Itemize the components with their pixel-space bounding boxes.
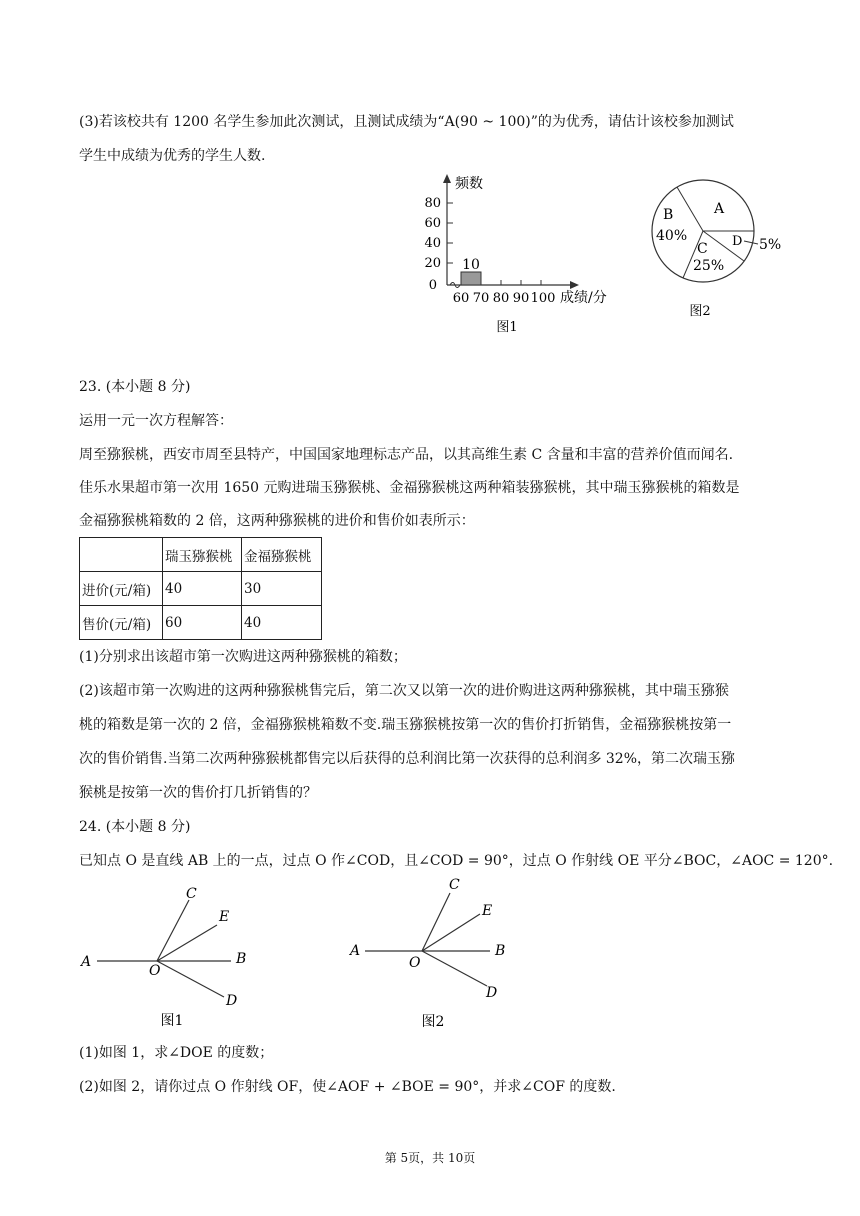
y-axis-label: 频数 (455, 176, 483, 192)
x-tick-70: 70 (472, 291, 490, 306)
q23-subquestion-2-line2: 桃的箱数是第一次的 2 倍，金福猕猴桃箱数不变.瑞玉猕猴桃按第一次的售价打折销售，金福猕猴桃按第一 (79, 717, 732, 733)
point-e-label: E (482, 903, 493, 919)
point-b-label: B (495, 943, 506, 959)
table-header-cell (80, 538, 163, 572)
point-d-label: D (486, 985, 498, 1001)
point-d-label: D (226, 993, 238, 1009)
geometry-figure-2 (340, 870, 530, 1035)
point-c-label: C (449, 877, 460, 893)
q23-paragraph-2: 佳乐水果超市第一次用 1650 元购进瑞玉猕猴桃、金福猕猴桃这两种箱装猕猴桃，其中瑞玉猕猴桃的箱数是 (79, 480, 740, 496)
fig2-pie-chart (635, 168, 795, 328)
y-tick-80: 80 (424, 196, 441, 211)
x-tick-80: 80 (492, 291, 510, 306)
x-tick-60: 60 (452, 291, 470, 306)
table-row (80, 606, 322, 640)
point-a-label: A (81, 954, 92, 970)
geometry-fig2-caption: 图2 (421, 1014, 445, 1030)
histogram-bar-60-70 (461, 272, 481, 285)
point-c-label: C (186, 886, 197, 902)
q23-header: 23. (本小题 8 分) (79, 379, 191, 395)
q22-part3-line2: 学生中成绩为优秀的学生人数. (79, 148, 266, 164)
q23-subquestion-2-line3: 次的售价销售.当第二次两种猕猴桃都售完以后获得的总利润比第一次获得的总利润多 32%，第二次瑞玉猕 (79, 751, 736, 767)
table-header-cell: 瑞玉猕猴桃 (163, 538, 242, 572)
q24-subquestion-1: (1)如图 1，求∠DOE 的度数； (79, 1045, 274, 1061)
table-row (80, 572, 322, 606)
q23-paragraph-1: 周至猕猴桃，西安市周至县特产，中国国家地理标志产品，以其高维生素 C 含量和丰富的营养价值而闻名. (79, 447, 734, 463)
y-tick-40: 40 (424, 236, 441, 251)
q23-subquestion-2-line4: 猴桃是按第一次的售价打几折销售的？ (79, 785, 317, 801)
pie-label-b: B (663, 207, 674, 223)
q24-stem: 已知点 O 是直线 AB 上的一点，过点 O 作∠COD，且∠COD = 90°，过点 O 作射线 OE 平分∠BOC，∠AOC = 120°. (79, 853, 834, 869)
bar-value-label: 10 (462, 257, 480, 273)
q23-intro: 运用一元一次方程解答： (79, 413, 233, 429)
geometry-figure-1 (70, 875, 280, 1035)
page-footer: 第 5页，共 10页 (384, 1151, 476, 1165)
pie-label-d: D (732, 234, 743, 249)
geometry-fig1-caption: 图1 (160, 1013, 184, 1029)
q23-paragraph-3: 金福猕猴桃箱数的 2 倍，这两种猕猴桃的进价和售价如表所示： (79, 513, 475, 529)
point-b-label: B (236, 951, 247, 967)
fig1-caption: 图1 (496, 320, 518, 335)
price-table (79, 537, 322, 640)
point-e-label: E (219, 909, 230, 925)
pie-label-a: A (714, 201, 725, 217)
x-tick-90: 90 (512, 291, 530, 306)
table-header-row (80, 538, 322, 572)
table-cell: 售价(元/箱) (80, 606, 163, 640)
pie-label-c-pct: 25% (693, 258, 725, 274)
table-cell: 40 (242, 606, 322, 640)
q24-header: 24. (本小题 8 分) (79, 819, 191, 835)
table-cell: 40 (163, 572, 242, 606)
x-axis-label: 成绩/分 (560, 290, 607, 306)
q23-subquestion-2-line1: (2)该超市第一次购进的这两种猕猴桃售完后，第二次又以第一次的进价购进这两种猕猴桃，其中瑞玉猕猴 (79, 683, 729, 699)
pie-label-b-pct: 40% (656, 228, 688, 244)
point-o-label: O (409, 955, 421, 971)
fig2-caption: 图2 (689, 304, 711, 319)
y-tick-60: 60 (424, 216, 441, 231)
table-cell: 进价(元/箱) (80, 572, 163, 606)
pie-label-d-pct: 5% (759, 237, 782, 253)
point-o-label: O (149, 963, 161, 979)
q23-subquestion-1: (1)分别求出该超市第一次购进这两种猕猴桃的箱数； (79, 649, 407, 665)
table-cell: 30 (242, 572, 322, 606)
fig1-histogram (420, 168, 630, 340)
y-tick-20: 20 (424, 256, 441, 271)
table-cell: 60 (163, 606, 242, 640)
q24-subquestion-2: (2)如图 2，请你过点 O 作射线 OF，使∠AOF + ∠BOE = 90°，并求∠COF 的度数. (79, 1079, 616, 1095)
point-a-label: A (350, 943, 361, 959)
x-tick-100: 100 (530, 291, 556, 306)
q22-part3-line1: (3)若该校共有 1200 名学生参加此次测试，且测试成绩为“A(90 ~ 100)”的为优秀，请估计该校参加测试 (79, 114, 734, 130)
table-header-cell: 金福猕猴桃 (242, 538, 322, 572)
pie-label-c: C (697, 241, 708, 257)
y-tick-0: 0 (428, 278, 437, 293)
